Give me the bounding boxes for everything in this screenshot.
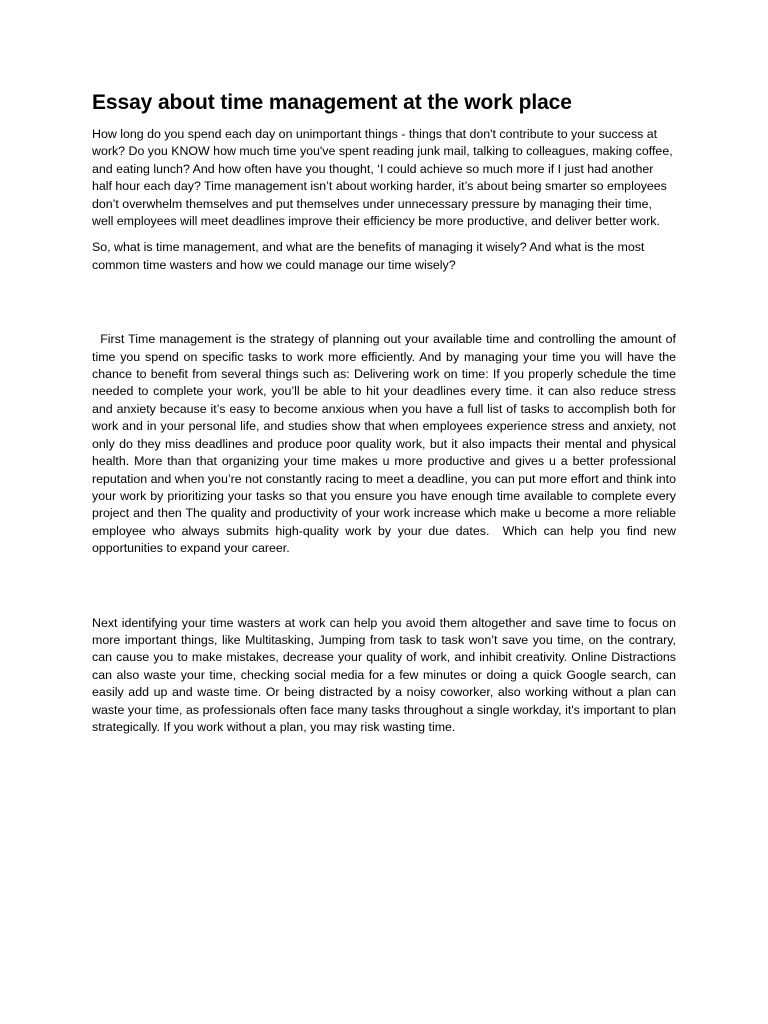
document-body — [92, 90, 680, 736]
benefits-paragraph: First Time management is the strategy of planning out your available time and controlling the amount of time you spend on specific tasks to work more efficiently. And by managing your time you will have the chance to benefit from several things such as: Delivering work on time: If you properly schedule the time needed to complete your work, you’ll be able to hit your deadlines every time. it can also reduce stress and anxiety because it’s easy to become anxious when you have a full list of tasks to accomplish both for work and in your personal life, and studies show that when employees experience stress and anxiety, not only do they miss deadlines and produce poor quality work, but it also impacts their mental and physical health. More than that organizing your time makes u more productive and gives u a better professional reputation and when you’re not constantly racing to meet a deadline, you can put more effort and think into your work by prioritizing your tasks so that you ensure you have enough time available to complete every project and then The quality and productivity of your work increase which make u become a more reliable employee who always submits high-quality work by your due dates. Which can help you find new opportunities to expand your career. — [92, 332, 680, 556]
time-wasters-paragraph: Next identifying your time wasters at work can help you avoid them altogether and save time to focus on more important things, like Multitasking, Jumping from task to task won’t save you time, on the contrary, can cause you to make mistakes, decrease your quality of work, and inhibit creativity. Online Distractions can also waste your time, checking social media for a few minutes or doing a quick Google search, can easily add up and waste time. Or being distracted by a noisy coworker, also working without a plan can waste your time, as professionals often face many tasks throughout a single workday, it's important to plan strategically. If you work without a plan, you may risk wasting time. — [92, 615, 676, 734]
question-paragraph: So, what is time management, and what are the benefits of managing it wisely? And what is the most common time wasters and how we could manage our time wisely? — [92, 240, 645, 272]
essay-title: Essay about time management at the work place — [92, 91, 572, 114]
intro-paragraph: How long do you spend each day on unimportant things - things that don't contribute to your success at work? Do you KNOW how much time you've spent reading junk mail, talking to colleagues, making coffee, and eating lunch? And how often have you thought, ‘I could achieve so much more if I just had another half hour each day? Time management isn’t about working harder, it’s about being smarter so employees don’t overwhelm themselves and put themselves under unnecessary pressure by managing their time, well employees will meet deadlines improve their efficiency be more productive, and deliver better work. — [92, 127, 673, 229]
